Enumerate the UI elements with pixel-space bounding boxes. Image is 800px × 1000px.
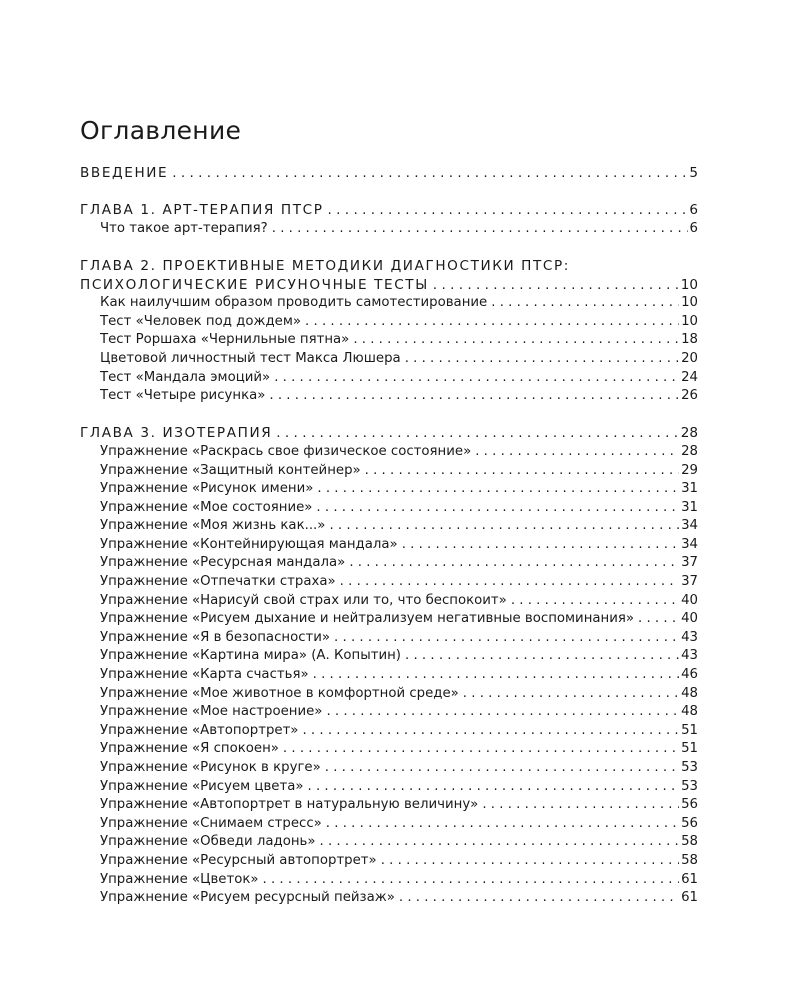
dot-leader xyxy=(459,685,679,704)
page-title: Оглавление xyxy=(80,116,242,145)
dot-leader xyxy=(401,647,679,666)
page-number: 6 xyxy=(689,202,698,219)
chapter-label: ГЛАВА 1. АРТ-ТЕРАПИЯ ПТСР xyxy=(80,202,324,219)
toc-chapter-entry[interactable] xyxy=(80,424,698,443)
table-of-contents xyxy=(80,164,698,926)
item-label: Упражнение «Отпечатки страха» xyxy=(100,574,336,590)
dot-leader xyxy=(324,201,688,220)
item-label: Упражнение «Ресурсный автопортрет» xyxy=(100,852,377,868)
page-number: 37 xyxy=(681,555,698,571)
page-number: 48 xyxy=(681,685,698,701)
toc-item-entry[interactable] xyxy=(80,462,698,481)
dot-leader xyxy=(471,443,679,462)
page-number: 43 xyxy=(681,629,698,645)
item-label: Тест «Человек под дождем» xyxy=(100,313,302,329)
toc-item-entry[interactable] xyxy=(80,592,698,611)
item-label: Упражнение «Рисунок имени» xyxy=(100,481,314,497)
chapter-label: ВВЕДЕНИЕ xyxy=(80,165,169,181)
toc-item-entry[interactable] xyxy=(80,350,698,369)
toc-item-entry[interactable] xyxy=(80,313,698,332)
toc-item-entry[interactable] xyxy=(80,740,698,759)
item-label: Упражнение «Мое животное в комфортной среде» xyxy=(100,685,459,701)
toc-item-entry[interactable] xyxy=(80,629,698,648)
toc-item-entry[interactable] xyxy=(80,536,698,555)
toc-item-entry[interactable] xyxy=(80,666,698,685)
page-number: 58 xyxy=(681,834,698,850)
item-label: Упражнение «Рисуем ресурсный пейзаж» xyxy=(100,890,395,906)
dot-leader xyxy=(322,815,679,834)
dot-leader xyxy=(349,331,679,350)
toc-item-entry[interactable] xyxy=(80,331,698,350)
page-number: 29 xyxy=(681,462,698,478)
page-number: 53 xyxy=(681,760,698,775)
toc-section-chapter-2 xyxy=(80,257,698,406)
dot-leader xyxy=(634,610,679,629)
toc-item-entry[interactable] xyxy=(80,647,698,666)
dot-leader xyxy=(312,499,679,518)
toc-item-entry[interactable] xyxy=(80,852,698,871)
page-number: 5 xyxy=(689,165,698,181)
item-label: Упражнение «Я спокоен» xyxy=(100,741,279,757)
page-number: 37 xyxy=(681,574,698,590)
page-number: 34 xyxy=(681,536,698,552)
toc-item-entry[interactable] xyxy=(80,480,698,499)
dot-leader xyxy=(272,424,678,443)
page-number: 34 xyxy=(681,518,698,534)
item-label: Упражнение «Мое состояние» xyxy=(100,499,313,515)
chapter-label: ГЛАВА 3. ИЗОТЕРАПИЯ xyxy=(80,425,273,442)
dot-leader xyxy=(309,666,679,685)
page-number: 48 xyxy=(681,704,698,720)
page-number: 6 xyxy=(689,220,698,236)
page-number: 53 xyxy=(681,778,698,794)
dot-leader xyxy=(316,833,680,852)
dot-leader xyxy=(361,462,679,481)
item-label: Упражнение «Моя жизнь как...» xyxy=(100,518,326,534)
toc-section-chapter-3 xyxy=(80,424,698,907)
page-number: 58 xyxy=(681,852,698,868)
page-number: 51 xyxy=(681,741,698,757)
dot-leader xyxy=(298,722,679,741)
page-number: 40 xyxy=(681,611,698,627)
dot-leader xyxy=(301,313,679,332)
toc-item-entry[interactable] xyxy=(80,871,698,890)
toc-item-entry[interactable] xyxy=(80,573,698,592)
page-number: 18 xyxy=(681,332,698,348)
page-number: 56 xyxy=(681,815,698,831)
item-label: Упражнение «Рисунок в круге» xyxy=(100,760,321,775)
dot-leader xyxy=(325,517,679,536)
dot-leader xyxy=(279,740,679,759)
dot-leader xyxy=(321,759,679,778)
item-label: Упражнение «Снимаем стресс» xyxy=(100,815,322,831)
page-number: 10 xyxy=(681,313,698,329)
page-number: 51 xyxy=(681,722,698,738)
toc-item-entry[interactable] xyxy=(80,369,698,388)
dot-leader xyxy=(478,796,679,815)
page-number: 28 xyxy=(680,425,698,442)
toc-item-entry[interactable] xyxy=(80,443,698,462)
toc-item-entry[interactable] xyxy=(80,759,698,778)
item-label: Упражнение «Я в безопасности» xyxy=(100,629,331,645)
dot-leader xyxy=(398,536,679,555)
dot-leader xyxy=(322,703,679,722)
dot-leader xyxy=(336,573,679,592)
item-label: Упражнение «Контейнирующая мандала» xyxy=(100,536,398,552)
dot-leader xyxy=(265,387,679,406)
toc-item-entry[interactable] xyxy=(80,294,698,313)
item-label: Упражнение «Автопортрет» xyxy=(100,722,299,738)
dot-leader xyxy=(487,294,679,313)
dot-leader xyxy=(401,350,679,369)
item-label: Тест «Четыре рисунка» xyxy=(100,388,266,404)
item-label: Упражнение «Ресурсная мандала» xyxy=(100,555,346,571)
dot-leader xyxy=(345,554,679,573)
toc-item-entry[interactable] xyxy=(80,703,698,722)
toc-section-introduction xyxy=(80,164,698,183)
item-label: Упражнение «Автопортрет в натуральную величину» xyxy=(100,797,479,813)
dot-leader xyxy=(507,592,679,611)
item-label: Упражнение «Карта счастья» xyxy=(100,667,309,683)
page-number: 61 xyxy=(681,871,698,887)
page-number: 10 xyxy=(680,276,698,293)
item-label: Что такое арт-терапия? xyxy=(100,220,268,236)
dot-leader xyxy=(330,629,679,648)
item-label: Упражнение «Мое настроение» xyxy=(100,704,323,720)
toc-item-entry[interactable] xyxy=(80,499,698,518)
page-number: 40 xyxy=(681,592,698,608)
page-number: 31 xyxy=(681,499,698,515)
item-label: Упражнение «Рисуем дыхание и нейтрализуем негативные воспоминания» xyxy=(100,611,635,627)
toc-item-entry[interactable] xyxy=(80,517,698,536)
toc-item-entry[interactable] xyxy=(80,387,698,406)
item-label: Тест «Мандала эмоций» xyxy=(100,369,271,385)
dot-leader xyxy=(313,480,679,499)
item-label: Упражнение «Обведи ладонь» xyxy=(100,834,316,850)
page-number: 61 xyxy=(681,890,698,906)
page-number: 43 xyxy=(681,648,698,664)
dot-leader xyxy=(429,276,679,295)
toc-item-entry[interactable] xyxy=(80,796,698,815)
toc-item-entry[interactable] xyxy=(80,815,698,834)
item-label: Упражнение «Картина мира» (А. Копытин) xyxy=(100,648,401,664)
toc-chapter-entry[interactable] xyxy=(80,276,698,295)
dot-leader xyxy=(377,852,679,871)
page-number: 56 xyxy=(681,797,698,813)
item-label: Упражнение «Защитный контейнер» xyxy=(100,462,361,478)
dot-leader xyxy=(168,164,687,183)
page-number: 31 xyxy=(681,481,698,497)
item-label: Упражнение «Рисуем цвета» xyxy=(100,778,304,794)
page-number: 20 xyxy=(681,350,698,366)
toc-chapter-entry[interactable] xyxy=(80,164,698,183)
toc-item-entry[interactable] xyxy=(80,778,698,797)
dot-leader xyxy=(259,871,680,890)
page-number: 46 xyxy=(681,667,698,683)
item-label: Цветовой личностный тест Макса Люшера xyxy=(100,350,401,366)
item-label: Как наилучшим образом проводить самотестирование xyxy=(100,295,488,311)
toc-item-entry[interactable] xyxy=(80,220,698,239)
toc-item-entry[interactable] xyxy=(80,722,698,741)
toc-item-entry[interactable] xyxy=(80,889,698,908)
item-label: Упражнение «Цветок» xyxy=(100,871,259,887)
page-number: 26 xyxy=(681,388,698,404)
toc-item-entry[interactable] xyxy=(80,833,698,852)
chapter-label-line-1[interactable]: ГЛАВА 2. ПРОЕКТИВНЫЕ МЕТОДИКИ ДИАГНОСТИКИ ПТСР: xyxy=(80,257,570,274)
item-label: Упражнение «Раскрась свое физическое состояние» xyxy=(100,443,472,459)
toc-item-entry[interactable] xyxy=(80,610,698,629)
toc-section-chapter-1 xyxy=(80,201,698,238)
toc-item-entry[interactable] xyxy=(80,685,698,704)
item-label: Тест Роршаха «Чернильные пятна» xyxy=(100,332,350,348)
page-number: 28 xyxy=(681,443,698,459)
item-label: Упражнение «Нарисуй свой страх или то, что беспокоит» xyxy=(100,592,507,608)
dot-leader xyxy=(268,220,688,239)
chapter-label: ПСИХОЛОГИЧЕСКИЕ РИСУНОЧНЫЕ ТЕСТЫ xyxy=(80,276,429,293)
dot-leader xyxy=(395,889,679,908)
dot-leader xyxy=(270,369,679,388)
dot-leader xyxy=(304,778,680,797)
toc-chapter-entry[interactable] xyxy=(80,201,698,220)
page-number: 24 xyxy=(681,369,698,385)
toc-item-entry[interactable] xyxy=(80,554,698,573)
page-number: 10 xyxy=(681,295,698,311)
